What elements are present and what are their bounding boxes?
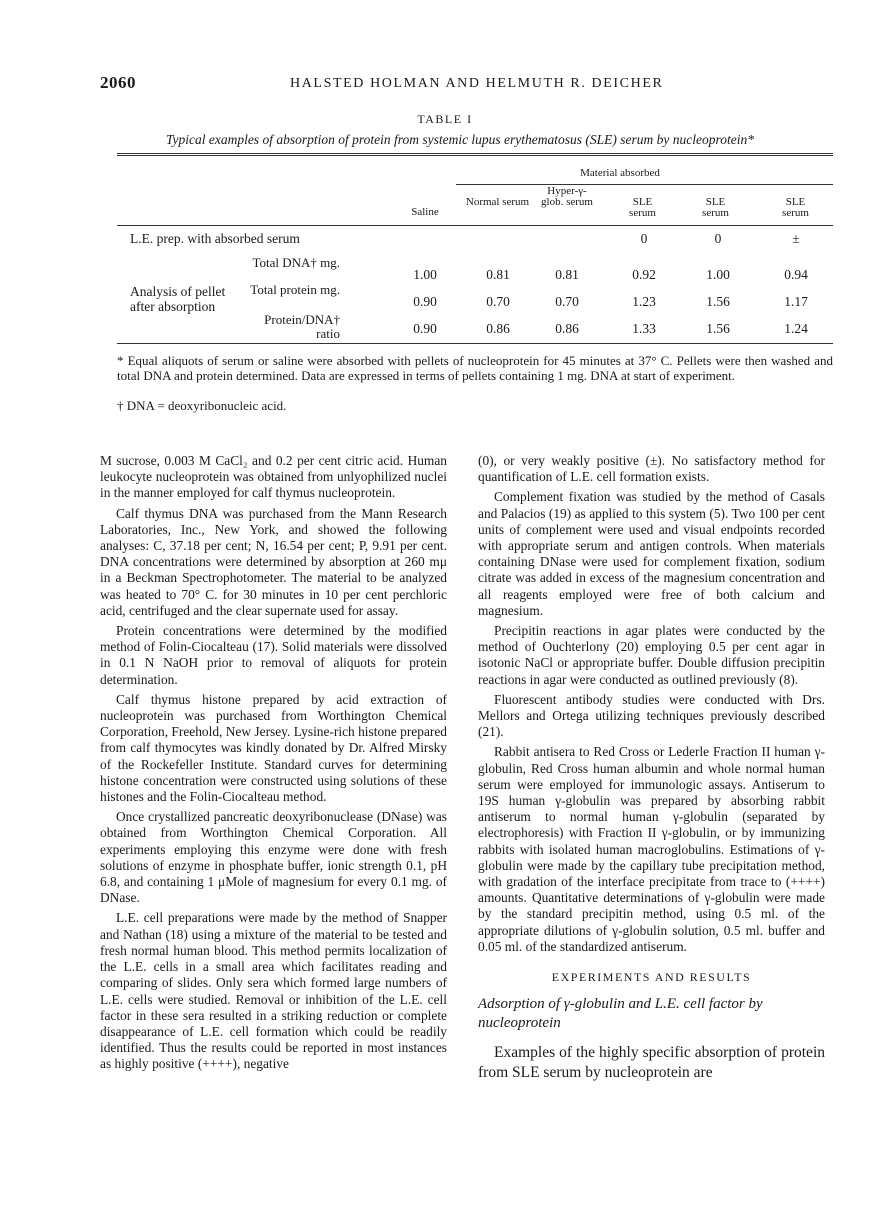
paragraph: Examples of the highly specific absorption of protein from SLE serum by nucleoprotein are [478, 1044, 825, 1082]
header-bottom-rule [117, 225, 833, 226]
page-number: 2060 [100, 73, 136, 92]
paragraph: Protein concentrations were determined by the modified method of Folin-Ciocalteau (17). Solid materials were dissolved in 0.1 N NaOH prior to removal of aliquots for protein determination. [100, 623, 447, 687]
cell-protein-normal: 0.70 [486, 294, 510, 309]
paragraph: Complement fixation was studied by the method of Casals and Palacios (19) as applied to this system (5). Two 100 per cent units of complement were used and visual endpoints recorded with appropriate serum and antigen controls. When materials containing DNase were used for complement fixation, sodium citrate was added in excess of the magnesium concentration and all reagents employed were free of both calcium and magnesium. [478, 489, 825, 618]
left-column [100, 453, 447, 1073]
col-header-normal-serum: Normal serum [465, 196, 530, 208]
cell-ratio-sle-3: 1.24 [784, 321, 808, 336]
table-footnote-1: * Equal aliquots of serum or saline were absorbed with pellets of nucleoprotein for 45 minutes at 37° C. Pellets were then washed and total DNA and protein determined. Data are expressed in terms of pellets containing 1 mg. DNA at start of experiment. [117, 353, 833, 383]
table-bottom-rule [117, 343, 833, 344]
le-value-sle-1: 0 [640, 231, 648, 246]
table-footnote-2: † DNA = deoxyribonucleic acid. [117, 398, 287, 413]
table-label: TABLE I [417, 112, 473, 126]
row-label-total-dna: Total DNA† mg. [252, 255, 340, 270]
cell-ratio-sle-2: 1.56 [706, 321, 730, 336]
table-caption: Typical examples of absorption of protein from systemic lupus erythematosus (SLE) serum by nucleoprotein* [165, 132, 755, 147]
paragraph: Calf thymus histone prepared by acid extraction of nucleoprotein was purchased from Worthington Chemical Corporation, Freehold, New Jersey. Lysine-rich histone prepared from calf thymocytes was kindly donated by Dr. Alfred Mirsky of the Rockefeller Institute. Standard curves for determining histone concentration were constructed using solutions of these histones and the Folin-Ciocalteau method. [100, 691, 447, 805]
cell-protein-sle-2: 1.56 [706, 294, 730, 309]
col-header-sle-serum-1: SLE serum [629, 196, 656, 219]
paragraph: Once crystallized pancreatic deoxyribonuclease (DNase) was obtained from Worthington Chemical Corporation. All experiments employing this enzyme were done with fresh solutions of enzyme in phosphate buffer, ionic strength 0.1, pH 6.8, and containing 1 μMole of magnesium for every 0.1 mg. of DNase. [100, 809, 447, 906]
paragraph: L.E. cell preparations were made by the method of Snapper and Nathan (18) using a mixture of the material to be tested and fresh normal human blood. This method permits localization of the L.E. cells in a small area which facilitates reading and comparing of slides. Only sera which formed large numbers of L.E. cells were studied. Removal or inhibition of the L.E. cell factor in these sera resulted in a striking reduction or complete disappearance of L.E. cell formation which could be readily identified. Thus the results could be reported in most instances as highly positive (++++), negative [100, 910, 447, 1072]
row-label-protein-dna-ratio: Protein/DNA† ratio [264, 312, 340, 341]
cell-ratio-saline: 0.90 [413, 321, 437, 336]
row-label-total-protein: Total protein mg. [250, 282, 340, 297]
group-header: Material absorbed [580, 167, 660, 179]
paragraph: Precipitin reactions in agar plates were conducted by the method of Ouchterlony (20) employing 0.5 per cent agar in isotonic NaCl or appropriate buffer. Double diffusion precipitin reactions in agar were conducted as outlined previously (8). [478, 623, 825, 687]
cell-dna-normal: 0.81 [486, 267, 510, 282]
le-row-label: L.E. prep. with absorbed serum [130, 231, 300, 246]
running-head: HALSTED HOLMAN AND HELMUTH R. DEICHER [290, 76, 664, 91]
paragraph: M sucrose, 0.003 M CaCl₂ and 0.2 per cent citric acid. Human leukocyte nucleoprotein was obtained from unlyophilized nuclei in the manner employed for calf thymus nucleoprotein. [100, 453, 447, 501]
paragraph: Fluorescent antibody studies were conducted with Drs. Mellors and Ortega utilizing techniques previously described (21). [478, 691, 825, 740]
col-header-hyper-glob-serum: Hyper-γ-glob. serum [541, 185, 593, 208]
cell-protein-sle-1: 1.23 [632, 294, 656, 309]
cell-dna-sle-1: 0.92 [632, 267, 656, 282]
col-header-sle-serum-3: SLE serum [782, 196, 809, 219]
section-heading: EXPERIMENTS AND RESULTS [551, 970, 752, 985]
table-top-rule [117, 153, 833, 156]
cell-dna-sle-3: 0.94 [784, 267, 808, 282]
cell-dna-sle-2: 1.00 [706, 267, 730, 282]
cell-ratio-hyper: 0.86 [555, 321, 579, 336]
cell-dna-saline: 1.00 [413, 267, 437, 282]
analysis-label: Analysis of pellet after absorption [130, 284, 226, 314]
col-header-saline: Saline [411, 206, 439, 218]
paragraph: Rabbit antisera to Red Cross or Lederle Fraction II human γ-globulin, Red Cross human albumin and whole normal human serum were employed for immunologic assays. Antiserum to 19S human γ-globulin was prepared by absorbing rabbit antiserum to normal human γ-globulin (separated by electrophoresis) with Fraction II γ-globulin, or by immunizing rabbits with isolated human macroglobulins. Estimations of γ-globulin were made by the capillary tube precipitation method, with gradation of the interface precipitate from trace to (++++) amounts. Quantitative determinations of γ-globulin were made by the standard precipitin method, using 0.5 ml. of the appropriate dilutions of γ-globulin solution, 0.5 ml. buffer and 0.05 ml. of the standardized antiserum. [478, 744, 825, 954]
cell-ratio-sle-1: 1.33 [632, 321, 656, 336]
col-header-sle-serum-2: SLE serum [702, 196, 729, 219]
cell-ratio-normal: 0.86 [486, 321, 510, 336]
le-value-sle-2: 0 [714, 231, 722, 246]
cell-protein-sle-3: 1.17 [784, 294, 808, 309]
right-column [478, 453, 825, 1083]
le-value-sle-3: ± [792, 231, 800, 246]
group-header-rule [456, 184, 833, 185]
cell-protein-hyper: 0.70 [555, 294, 579, 309]
cell-dna-hyper: 0.81 [555, 267, 579, 282]
paragraph: Calf thymus DNA was purchased from the Mann Research Laboratories, Inc., New York, and showed the following analyses: C, 37.18 per cent; N, 16.54 per cent; P, 9.91 per cent. DNA concentrations were determined by absorption at 260 mμ in a Beckman Spectrophotometer. The material to be analyzed was heated to 70° C. for 30 minutes in 10 per cent perchloric acid, centrifuged and the clear supernate used for assay. [100, 505, 447, 618]
paragraph: (0), or very weakly positive (±). No satisfactory method for quantification of L.E. cell formation exists. [478, 453, 825, 485]
subsection-heading: Adsorption of γ-globulin and L.E. cell factor by nucleoprotein [478, 996, 763, 1032]
cell-protein-saline: 0.90 [413, 294, 437, 309]
